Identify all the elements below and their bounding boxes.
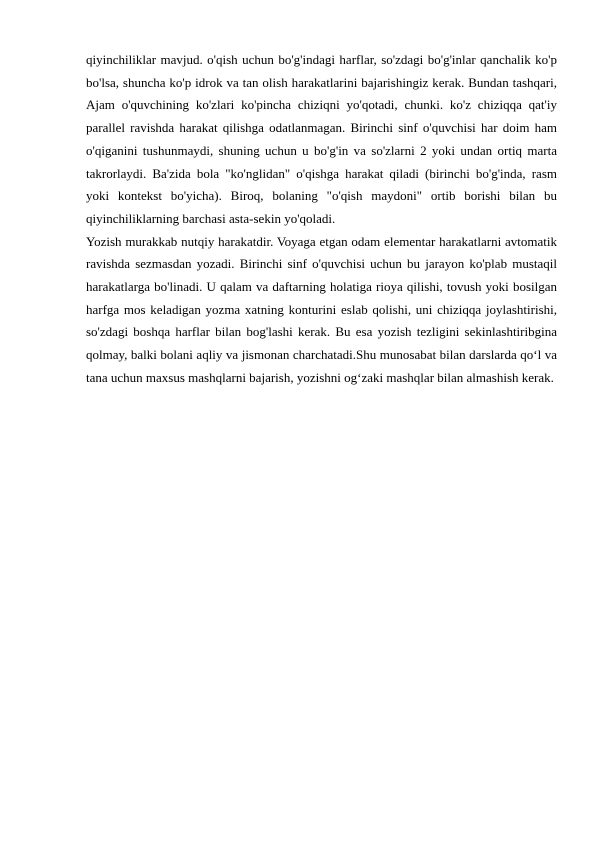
paragraph-writing-complexity: Yozish murakkab nutqiy harakatdir. Voyaga etgan odam elementar harakatlarni avtomatik ravishda sezmasdan yozadi. Birinchi sinf o'quvchisi uchun bu jarayon ko'plab mustaqil harakatlarga bo'linadi. U qalam va daftarning holatiga rioya qilishi, tovush yoki bosilgan harfga mos keladigan yozma xatning konturini eslab qolishi, uni chiziqqa joylashtirishi, so'zdagi boshqa harflar bilan bog'lashi kerak. Bu esa yozish tezligini sekinlashtiribgina qolmay, balki bolani aqliy va jismonan charchatadi.Shu munosabat bilan darslarda qo‘l va tana uchun maxsus mashqlarni bajarish, yozishni og‘zaki mashqlar bilan almashish kerak. bbox=[86, 233, 557, 385]
paragraph-reading-difficulties: qiyinchiliklar mavjud. o'qish uchun bo'g'indagi harflar, so'zdagi bo'g'inlar qanchalik ko'p bo'lsa, shuncha ko'p idrok va tan olish harakatlarini bajarishingiz kerak. Bundan tashqari, Ajam o'quvchining ko'zlari ko'pincha chiziqni yo'qotadi, chunki. ko'z chiziqqa qat'iy parallel ravishda harakat qilishga odatlanmagan. Birinchi sinf o'quvchisi har doim ham o'qiganini tushunmaydi, shuning uchun u bo'g'in va so'zlarni 2 yoki undan ortiq marta takrorlaydi. Ba'zida bola "ko'nglidan" o'qishga harakat qiladi (birinchi bo'g'inda, rasm yoki kontekst bo'yicha). Biroq, bolaning "o'qish maydoni" ortib borishi bilan bu qiyinchiliklarning barchasi asta-sekin yo'qoladi. bbox=[86, 52, 557, 226]
document-body bbox=[86, 49, 557, 390]
